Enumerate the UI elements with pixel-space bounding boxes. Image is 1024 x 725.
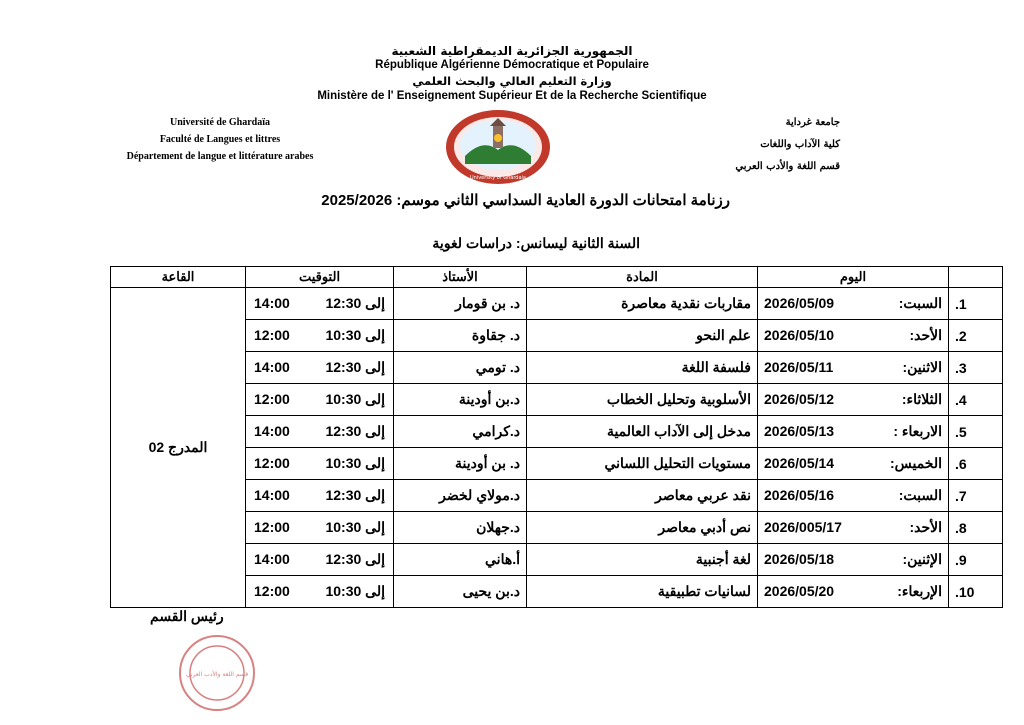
time-end: 12:00 <box>254 583 290 599</box>
room-cell: المدرج 02 <box>111 288 246 608</box>
university-name-fr: Université de Ghardaïa <box>170 117 270 128</box>
time-cell <box>246 288 394 320</box>
header-republic-fr: République Algérienne Démocratique et Populaire <box>375 59 649 71</box>
institution-ar-block <box>730 112 840 178</box>
exam-date: 2026/05/18 <box>764 551 835 567</box>
time-end: 12:00 <box>254 391 290 407</box>
row-number: .9 <box>949 544 1003 576</box>
exam-date: 2026/005/17 <box>764 519 842 535</box>
header-number <box>949 267 1003 288</box>
subject-cell: مقاربات نقدية معاصرة <box>527 288 758 320</box>
row-number: .5 <box>949 416 1003 448</box>
time-start: 10:30 إلى <box>325 327 385 343</box>
row-number: .1 <box>949 288 1003 320</box>
faculty-name-fr: Faculté de Langues et littres <box>159 134 281 145</box>
day-cell <box>758 576 949 608</box>
faculty-name-ar: كلية الآداب واللغات <box>760 139 840 150</box>
subject-cell: لغة أجنبية <box>527 544 758 576</box>
row-number: .8 <box>949 512 1003 544</box>
exam-date: 2026/05/11 <box>764 359 834 375</box>
exam-date: 2026/05/13 <box>764 423 835 439</box>
time-end: 14:00 <box>254 359 290 375</box>
header-republic-ar: الجمهورية الجزائرية الديمقراطية الشعبية <box>391 44 633 58</box>
time-start: 12:30 إلى <box>325 487 385 503</box>
header-professor: الأستاذ <box>394 267 527 288</box>
time-start: 10:30 إلى <box>325 391 385 407</box>
professor-cell: د.جهلان <box>394 512 527 544</box>
time-cell <box>246 416 394 448</box>
subject-cell: الأسلوبية وتحليل الخطاب <box>527 384 758 416</box>
professor-cell: أ.هاني <box>394 544 527 576</box>
subject-cell: نص أدبي معاصر <box>527 512 758 544</box>
exam-date: 2026/05/16 <box>764 487 835 503</box>
time-cell <box>246 448 394 480</box>
logo-caption: University of Ghardaia <box>470 175 526 181</box>
time-start: 12:30 إلى <box>325 295 385 311</box>
time-end: 14:00 <box>254 487 290 503</box>
day-name: الاربعاء : <box>893 423 942 439</box>
time-end: 12:00 <box>254 327 290 343</box>
day-cell <box>758 512 949 544</box>
department-name-ar: قسم اللغة والأدب العربي <box>735 161 840 172</box>
time-end: 12:00 <box>254 519 290 535</box>
exam-date: 2026/05/20 <box>764 583 835 599</box>
day-name: الخميس: <box>889 455 942 471</box>
university-logo <box>443 108 553 186</box>
professor-cell: د.كرامي <box>394 416 527 448</box>
header-time: التوقيت <box>246 267 394 288</box>
time-end: 12:00 <box>254 455 290 471</box>
day-name: السبت: <box>898 295 942 311</box>
header-ministry-ar: وزارة التعليم العالي والبحث العلمي <box>412 74 612 88</box>
table-header-row <box>111 267 1003 288</box>
subject-cell: مدخل إلى الآداب العالمية <box>527 416 758 448</box>
day-cell <box>758 384 949 416</box>
time-cell <box>246 352 394 384</box>
exam-date: 2026/05/14 <box>764 455 835 471</box>
time-end: 14:00 <box>254 551 290 567</box>
day-cell <box>758 448 949 480</box>
subject-cell: نقد عربي معاصر <box>527 480 758 512</box>
time-start: 12:30 إلى <box>325 423 385 439</box>
department-stamp <box>176 632 258 714</box>
time-cell <box>246 576 394 608</box>
stamp-text: قسم اللغة والأدب العربي <box>185 671 249 678</box>
department-head-signature: رئيس القسم <box>150 608 224 624</box>
row-number: .3 <box>949 352 1003 384</box>
time-start: 12:30 إلى <box>325 551 385 567</box>
subject-cell: فلسفة اللغة <box>527 352 758 384</box>
subject-cell: علم النحو <box>527 320 758 352</box>
document-title: رزنامة امتحانات الدورة العادية السداسي الثاني موسم: 2025/2026 <box>321 192 730 209</box>
time-cell <box>246 384 394 416</box>
row-number: .10 <box>949 576 1003 608</box>
time-start: 10:30 إلى <box>325 519 385 535</box>
day-name: الأحد: <box>909 327 942 343</box>
exam-date: 2026/05/09 <box>764 295 835 311</box>
institution-fr-block <box>120 114 320 165</box>
row-number: .2 <box>949 320 1003 352</box>
professor-cell: د. جقاوة <box>394 320 527 352</box>
day-cell <box>758 416 949 448</box>
professor-cell: د.بن يحيى <box>394 576 527 608</box>
row-number: .4 <box>949 384 1003 416</box>
professor-cell: د. بن قومار <box>394 288 527 320</box>
header-day: اليوم <box>758 267 949 288</box>
table-row <box>111 288 1003 320</box>
day-name: الثلاثاء: <box>901 391 942 407</box>
day-name: الإثنين: <box>902 551 942 567</box>
professor-cell: د. بن أودينة <box>394 448 527 480</box>
row-number: .6 <box>949 448 1003 480</box>
header-ministry-fr: Ministère de l' Enseignement Supérieur Et de la Recherche Scientifique <box>317 90 707 102</box>
day-cell <box>758 320 949 352</box>
day-cell <box>758 288 949 320</box>
day-name: الإربعاء: <box>897 583 942 599</box>
time-start: 10:30 إلى <box>325 455 385 471</box>
university-name-ar: جامعة غرداية <box>785 117 840 128</box>
professor-cell: د.بن أودينة <box>394 384 527 416</box>
document-subtitle: السنة الثانية ليسانس: دراسات لغوية <box>432 235 640 251</box>
time-start: 12:30 إلى <box>325 359 385 375</box>
header-room: القاعة <box>111 267 246 288</box>
day-name: السبت: <box>898 487 942 503</box>
row-number: .7 <box>949 480 1003 512</box>
subject-cell: مستويات التحليل اللساني <box>527 448 758 480</box>
day-cell <box>758 352 949 384</box>
professor-cell: د. تومي <box>394 352 527 384</box>
exam-schedule-table <box>110 266 1003 608</box>
time-start: 10:30 إلى <box>325 583 385 599</box>
day-name: الاثنين: <box>902 359 942 375</box>
department-name-fr: Département de langue et littérature arabes <box>126 151 314 162</box>
header-subject: المادة <box>527 267 758 288</box>
subject-cell: لسانيات تطبيقية <box>527 576 758 608</box>
professor-cell: د.مولاي لخضر <box>394 480 527 512</box>
day-cell <box>758 544 949 576</box>
time-cell <box>246 544 394 576</box>
day-cell <box>758 480 949 512</box>
time-end: 14:00 <box>254 295 290 311</box>
day-name: الأحد: <box>909 519 942 535</box>
time-cell <box>246 512 394 544</box>
exam-date: 2026/05/12 <box>764 391 835 407</box>
time-end: 14:00 <box>254 423 290 439</box>
time-cell <box>246 480 394 512</box>
exam-date: 2026/05/10 <box>764 327 835 343</box>
time-cell <box>246 320 394 352</box>
